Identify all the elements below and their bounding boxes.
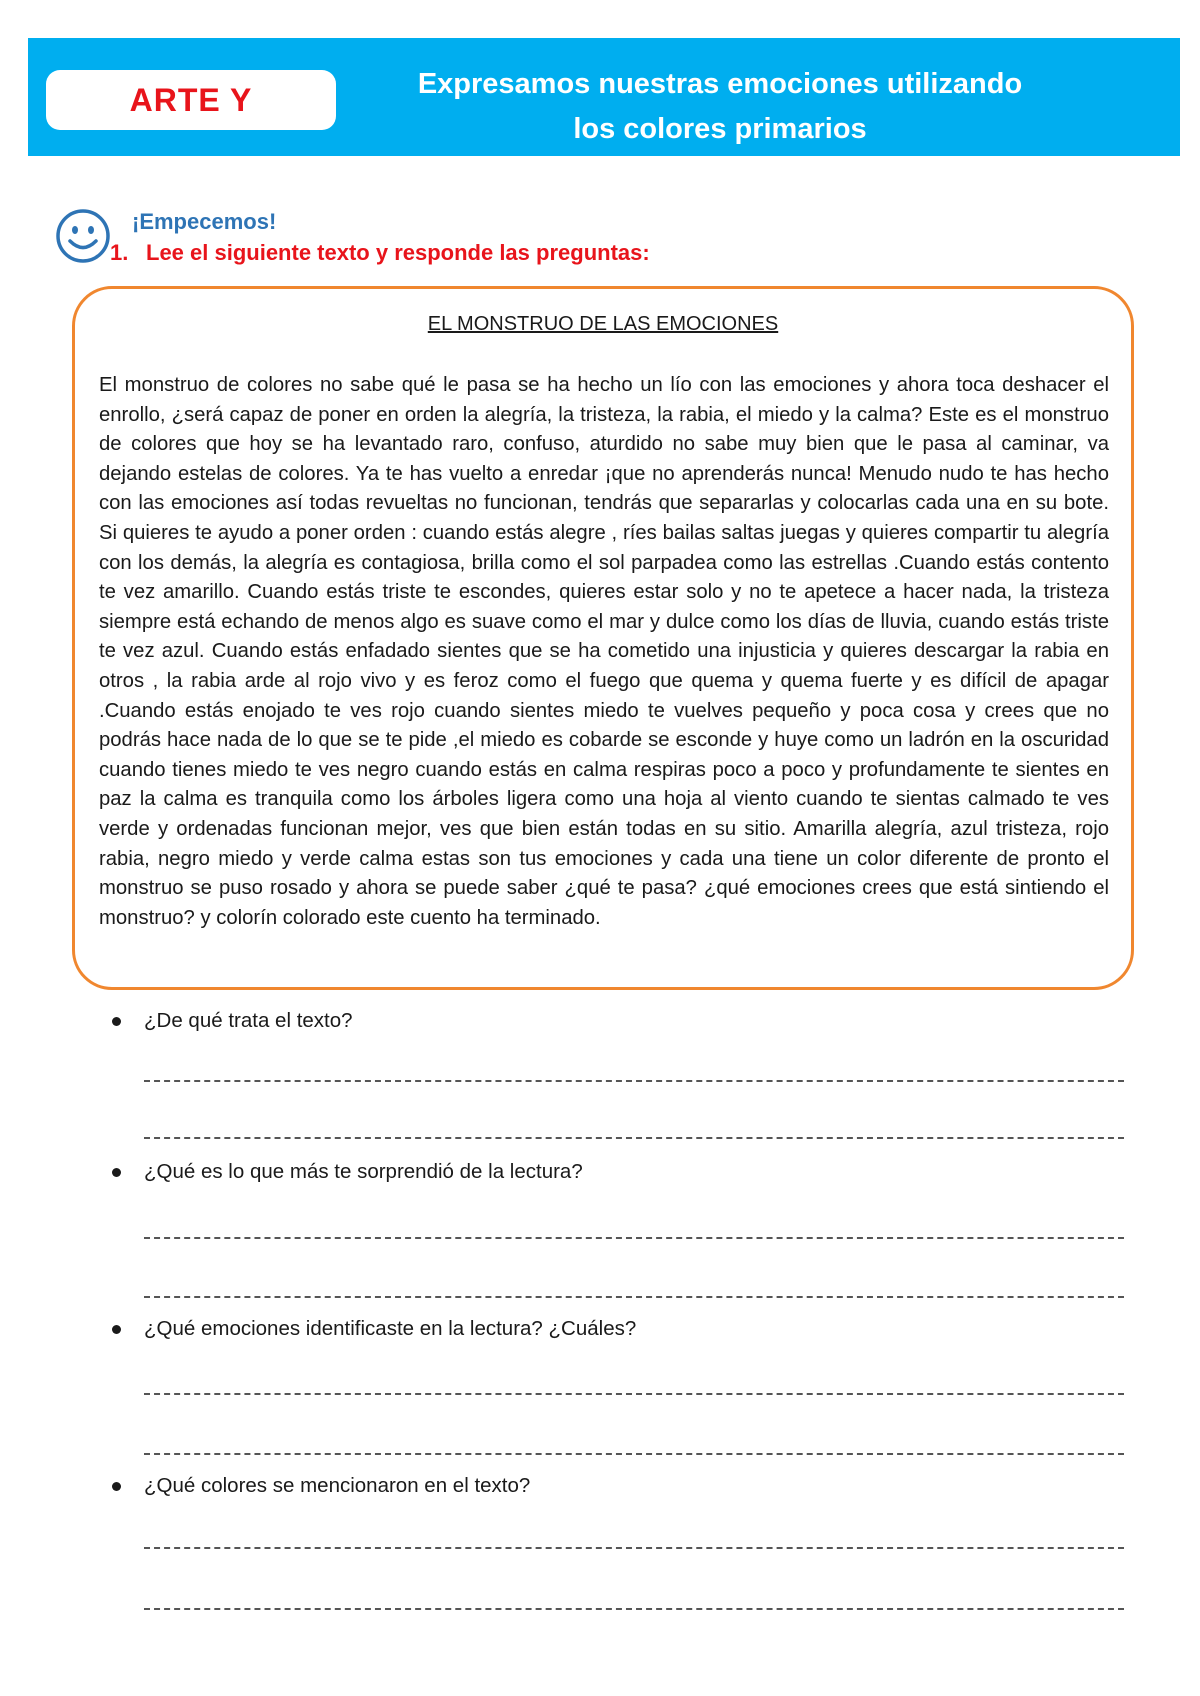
- question-text: ¿Qué emociones identificaste en la lectura? ¿Cuáles?: [144, 1317, 637, 1340]
- instruction-line: [110, 240, 650, 266]
- instruction-number: 1.: [110, 240, 129, 265]
- bullet-icon: [112, 1017, 121, 1026]
- bullet-icon: [112, 1482, 121, 1491]
- bullet-icon: [112, 1325, 121, 1334]
- reading-body: El monstruo de colores no sabe qué le pasa se ha hecho un lío con las emociones y ahora toca deshacer el enrollo, ¿será capaz de poner en orden la alegría, la tristeza, la rabia, el miedo y la calma? Este es el monstruo de colores que hoy se ha levantado raro, confuso, aturdido no sabe muy bien que le pasa al caminar, va dejando estelas de colores. Ya te has vuelto a enredar ¡que no aprenderás nunca! Menudo nudo te has hecho con las emociones así todas revueltas no funcionan, tendrás que separarlas y colocarlas cada una en su bote. Si quieres te ayudo a poner orden : cuando estás alegre , ríes bailas saltas juegas y quieres compartir tu alegría con los demás, la alegría es contagiosa, brilla como el sol parpadea como las estrellas .Cuando estás contento te vez amarillo. Cuando estás triste te escondes, quieres estar solo y no te apetece a hacer nada, la tristeza siempre está echando de menos algo es suave como el mar y dulce como los días de lluvia, cuando estás triste te vez azul. Cuando estás enfadado sientes que se ha cometido una injusticia y quieres descargar la rabia en otros , la rabia arde al rojo vivo y es feroz como el fuego que quema y quema fuerte y es difícil de apagar .Cuando estás enojado te ves rojo cuando sientes miedo te vuelves pequeño y poca cosa y crees que no podrás hace nada de lo que se te pide ,el miedo es cobarde se esconde y huye como un ladrón en la oscuridad cuando tienes miedo te ves negro cuando estás en calma respiras poco a poco y profundamente te sientes en paz la calma es tranquila como los árboles ligera como una hoja al viento cuando te sientas calmado te ves verde y ordenadas funcionan mejor, ves que bien están todas en su sitio. Amarilla alegría, azul tristeza, rojo rabia, negro miedo y verde calma estas son tus emociones y cada una tiene un color diferente de pronto el monstruo se puso rosado y ahora se puede saber ¿qué te pasa? ¿qué emociones crees que está sintiendo el monstruo? y colorín colorado este cuento ha terminado.: [99, 374, 1109, 929]
- question-text: ¿Qué colores se mencionaron en el texto?: [144, 1474, 531, 1497]
- answer-line[interactable]: [144, 1080, 1124, 1082]
- question-text: ¿Qué es lo que más te sorprendió de la lectura?: [144, 1160, 583, 1183]
- reading-box: [72, 286, 1134, 990]
- bullet-icon: [112, 1168, 121, 1177]
- smiley-face-icon: [55, 208, 111, 264]
- answer-line[interactable]: [144, 1296, 1124, 1298]
- answer-line[interactable]: [144, 1547, 1124, 1549]
- subject-label: ARTE Y: [129, 81, 253, 118]
- subject-badge: [46, 70, 336, 130]
- answer-line[interactable]: [144, 1608, 1124, 1610]
- reading-title: EL MONSTRUO DE LAS EMOCIONES: [427, 313, 779, 335]
- page-title-line1: Expresamos nuestras emociones utilizando: [417, 68, 1023, 100]
- lets-start-heading: ¡Empecemos!: [132, 209, 277, 234]
- question-text: ¿De qué trata el texto?: [144, 1009, 353, 1032]
- answer-line[interactable]: [144, 1393, 1124, 1395]
- page-title-line2: los colores primarios: [573, 113, 867, 145]
- instruction-text: Lee el siguiente texto y responde las preguntas:: [146, 240, 650, 265]
- page-title: [370, 62, 1070, 152]
- answer-line[interactable]: [144, 1137, 1124, 1139]
- answer-line[interactable]: [144, 1237, 1124, 1239]
- answer-line[interactable]: [144, 1453, 1124, 1455]
